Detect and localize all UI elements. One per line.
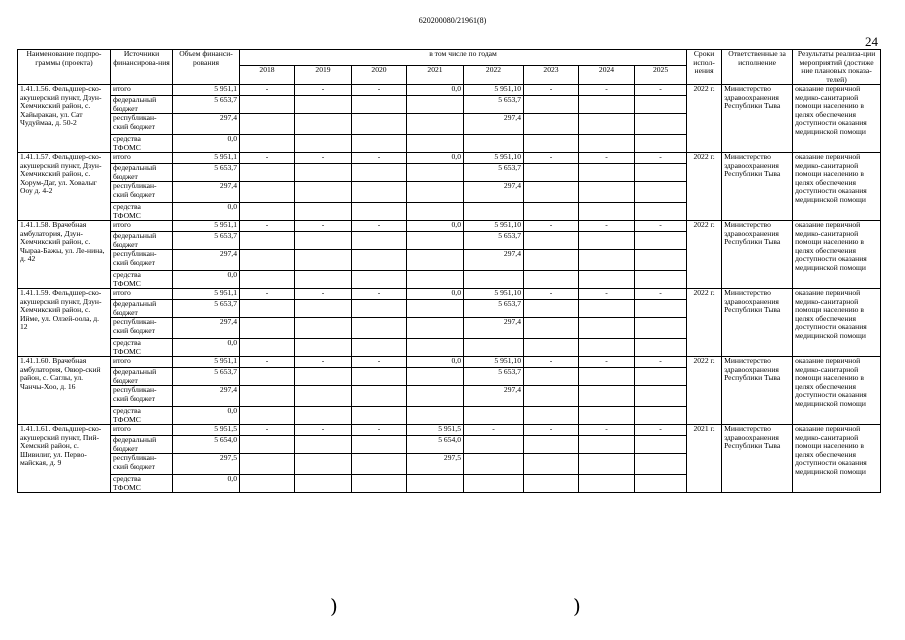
year-value-cell (407, 232, 464, 250)
year-value-cell: - (352, 153, 407, 164)
year-value-cell (240, 300, 295, 318)
year-value-cell (407, 96, 464, 114)
year-value-cell (407, 339, 464, 357)
year-value-cell (524, 436, 579, 454)
year-value-cell: - (579, 357, 635, 368)
year-value-cell (524, 203, 579, 221)
source-cell: средства ТФОМС (111, 407, 173, 425)
header-deadline: Сроки испол-нения (687, 50, 722, 85)
year-value-cell (464, 454, 524, 475)
year-value-cell (524, 232, 579, 250)
project-name-cell: 1.41.1.57. Фельдшер-ско-акушерский пункт, Дзун-Хемчикский район, с. Хорум-Даг, ул. Ховалыг Ооу д. 4-2 (18, 153, 111, 221)
year-value-cell (407, 271, 464, 289)
volume-cell: 0,0 (173, 135, 240, 153)
volume-cell: 297,4 (173, 182, 240, 203)
source-cell: средства ТФОМС (111, 475, 173, 493)
volume-cell: 5 654,0 (173, 436, 240, 454)
year-value-cell (407, 182, 464, 203)
page-number: 24 (865, 34, 878, 49)
year-value-cell (579, 475, 635, 493)
year-value-cell: 297,4 (464, 318, 524, 339)
year-value-cell: - (524, 85, 579, 96)
year-value-cell: - (635, 153, 687, 164)
source-cell: итого (111, 153, 173, 164)
volume-cell: 5 951,1 (173, 289, 240, 300)
year-value-cell (407, 368, 464, 386)
volume-cell: 0,0 (173, 271, 240, 289)
volume-cell: 5 653,7 (173, 232, 240, 250)
year-value-cell (240, 271, 295, 289)
year-value-cell (240, 250, 295, 271)
project-name-cell: 1.41.1.59. Фельдшер-ско-акушерский пункт, Дзун-Хемчикский район, с. Ийме, ул. Олзей-оола, д. 12 (18, 289, 111, 357)
year-value-cell (352, 454, 407, 475)
year-value-cell: 297,4 (464, 386, 524, 407)
year-value-cell: 5 653,7 (464, 96, 524, 114)
source-cell: итого (111, 425, 173, 436)
year-value-cell (524, 475, 579, 493)
volume-cell: 0,0 (173, 339, 240, 357)
year-value-cell (295, 454, 352, 475)
year-value-cell: - (635, 221, 687, 232)
volume-cell: 5 653,7 (173, 164, 240, 182)
year-value-cell: - (295, 153, 352, 164)
table-row (18, 221, 881, 232)
table-row (18, 425, 881, 436)
year-value-cell: - (524, 425, 579, 436)
year-value-cell (635, 182, 687, 203)
year-value-cell (524, 300, 579, 318)
volume-cell: 297,4 (173, 250, 240, 271)
year-value-cell (635, 454, 687, 475)
year-value-cell (352, 203, 407, 221)
year-value-cell (579, 454, 635, 475)
source-cell: федеральный бюджет (111, 368, 173, 386)
responsible-cell: Министерство здравоохранения Республики Тыва (722, 289, 793, 357)
volume-cell: 0,0 (173, 407, 240, 425)
source-cell: федеральный бюджет (111, 232, 173, 250)
year-value-cell (579, 250, 635, 271)
year-value-cell (295, 271, 352, 289)
year-value-cell (579, 368, 635, 386)
volume-cell: 5 951,1 (173, 357, 240, 368)
year-value-cell (635, 475, 687, 493)
year-value-cell: - (352, 85, 407, 96)
year-value-cell (240, 407, 295, 425)
year-value-cell (407, 475, 464, 493)
year-value-cell (295, 407, 352, 425)
header-name: Наименование подпро-граммы (проекта) (18, 50, 111, 85)
year-value-cell (295, 203, 352, 221)
year-value-cell (579, 135, 635, 153)
year-value-cell (579, 164, 635, 182)
result-cell: оказание первичной медико-санитарной помощи населению в целях обеспечения доступности оказания медицинской помощи (793, 425, 881, 493)
year-value-cell (352, 386, 407, 407)
year-value-cell: - (524, 221, 579, 232)
year-value-cell: 5 653,7 (464, 368, 524, 386)
volume-cell: 297,5 (173, 454, 240, 475)
year-value-cell (579, 114, 635, 135)
header-year: 2024 (579, 66, 635, 85)
volume-cell: 0,0 (173, 203, 240, 221)
year-value-cell: - (295, 85, 352, 96)
year-value-cell (464, 203, 524, 221)
source-cell: республикан-ский бюджет (111, 182, 173, 203)
year-value-cell: - (295, 425, 352, 436)
year-value-cell: 5 951,5 (407, 425, 464, 436)
table-row (18, 357, 881, 368)
year-value-cell: 5 653,7 (464, 300, 524, 318)
year-value-cell (295, 232, 352, 250)
year-value-cell (352, 96, 407, 114)
year-value-cell (240, 436, 295, 454)
table-row (18, 289, 881, 300)
volume-cell: 5 653,7 (173, 96, 240, 114)
volume-cell: 5 951,1 (173, 153, 240, 164)
year-value-cell (352, 250, 407, 271)
year-value-cell (579, 182, 635, 203)
year-value-cell: - (524, 153, 579, 164)
year-value-cell (635, 135, 687, 153)
year-value-cell: - (352, 221, 407, 232)
source-cell: итого (111, 357, 173, 368)
source-cell: средства ТФОМС (111, 339, 173, 357)
financing-table (17, 49, 881, 493)
year-value-cell (240, 339, 295, 357)
year-value-cell (295, 318, 352, 339)
year-value-cell (352, 114, 407, 135)
year-value-cell: 0,0 (407, 153, 464, 164)
header-by-years: в том числе по годам (240, 50, 687, 66)
source-cell: средства ТФОМС (111, 203, 173, 221)
year-value-cell (579, 271, 635, 289)
year-value-cell (295, 368, 352, 386)
year-value-cell (635, 271, 687, 289)
year-value-cell (464, 407, 524, 425)
document-id: 620200080/21961(8) (418, 16, 487, 25)
year-value-cell (295, 300, 352, 318)
year-value-cell (579, 407, 635, 425)
year-value-cell: - (352, 425, 407, 436)
source-cell: итого (111, 85, 173, 96)
year-value-cell (240, 368, 295, 386)
year-value-cell (240, 96, 295, 114)
year-value-cell (635, 386, 687, 407)
year-value-cell: 5 951,10 (464, 85, 524, 96)
header-sources: Источники финансирова-ния (111, 50, 173, 85)
year-value-cell: - (240, 153, 295, 164)
year-value-cell (579, 300, 635, 318)
year-value-cell: - (524, 357, 579, 368)
header-year: 2019 (295, 66, 352, 85)
source-cell: республикан-ский бюджет (111, 114, 173, 135)
year-value-cell (295, 436, 352, 454)
year-value-cell (524, 368, 579, 386)
year-value-cell (635, 300, 687, 318)
project-name-cell: 1.41.1.61. Фельдшер-ско-акушерский пункт, Пий-Хемский район, с. Шивилиг, ул. Перво-майская, д. 9 (18, 425, 111, 493)
year-value-cell (352, 339, 407, 357)
year-value-cell (407, 386, 464, 407)
result-cell: оказание первичной медико-санитарной помощи населению в целях обеспечения доступности оказания медицинской помощи (793, 153, 881, 221)
year-value-cell: - (295, 221, 352, 232)
year-value-cell (635, 96, 687, 114)
year-value-cell (579, 318, 635, 339)
year-value-cell: - (635, 425, 687, 436)
year-value-cell (295, 96, 352, 114)
year-value-cell (579, 339, 635, 357)
source-cell: федеральный бюджет (111, 436, 173, 454)
year-value-cell: 5 653,7 (464, 164, 524, 182)
responsible-cell: Министерство здравоохранения Республики Тыва (722, 153, 793, 221)
year-value-cell: 5 951,10 (464, 289, 524, 300)
year-value-cell: - (579, 153, 635, 164)
deadline-cell: 2022 г. (687, 289, 722, 357)
year-value-cell (635, 250, 687, 271)
year-value-cell (579, 96, 635, 114)
year-value-cell (352, 164, 407, 182)
year-value-cell (524, 271, 579, 289)
year-value-cell (407, 135, 464, 153)
year-value-cell (407, 250, 464, 271)
project-name-cell: 1.41.1.56. Фельдшер-ско-акушерский пункт, Дзун-Хемчикский район, с. Хайыракан, ул. Сат Чудуймаа, д. 50-2 (18, 85, 111, 153)
year-value-cell: - (579, 85, 635, 96)
deadline-cell: 2022 г. (687, 153, 722, 221)
year-value-cell (352, 407, 407, 425)
year-value-cell: - (295, 289, 352, 300)
project-name-cell: 1.41.1.58. Врачебная амбулатория, Дзун-Хемчикский район, с. Чыраа-Бажы, ул. Ле-нина, д. 42 (18, 221, 111, 289)
source-cell: республикан-ский бюджет (111, 250, 173, 271)
year-value-cell (635, 339, 687, 357)
source-cell: итого (111, 221, 173, 232)
result-cell: оказание первичной медико-санитарной помощи населению в целях обеспечения доступности оказания медицинской помощи (793, 289, 881, 357)
volume-cell: 5 653,7 (173, 300, 240, 318)
deadline-cell: 2022 г. (687, 85, 722, 153)
year-value-cell: 5 951,10 (464, 153, 524, 164)
year-value-cell (464, 135, 524, 153)
year-value-cell (524, 96, 579, 114)
year-value-cell: 0,0 (407, 85, 464, 96)
year-value-cell (524, 114, 579, 135)
year-value-cell (635, 164, 687, 182)
responsible-cell: Министерство здравоохранения Республики Тыва (722, 85, 793, 153)
source-cell: федеральный бюджет (111, 300, 173, 318)
year-value-cell (635, 318, 687, 339)
source-cell: федеральный бюджет (111, 96, 173, 114)
source-cell: средства ТФОМС (111, 271, 173, 289)
year-value-cell (352, 182, 407, 203)
year-value-cell (240, 475, 295, 493)
year-value-cell: - (240, 221, 295, 232)
source-cell: республикан-ский бюджет (111, 386, 173, 407)
year-value-cell: 297,4 (464, 182, 524, 203)
header-year: 2025 (635, 66, 687, 85)
year-value-cell (464, 436, 524, 454)
year-value-cell: - (579, 289, 635, 300)
table-body (18, 85, 881, 493)
year-value-cell (407, 318, 464, 339)
year-value-cell (524, 454, 579, 475)
source-cell: республикан-ский бюджет (111, 454, 173, 475)
deadline-cell: 2022 г. (687, 221, 722, 289)
year-value-cell: - (352, 289, 407, 300)
header-volume: Объем финанси-рования (173, 50, 240, 85)
year-value-cell (579, 203, 635, 221)
year-value-cell (352, 475, 407, 493)
table-row (18, 153, 881, 164)
year-value-cell (524, 135, 579, 153)
year-value-cell (295, 164, 352, 182)
responsible-cell: Министерство здравоохранения Республики Тыва (722, 357, 793, 425)
year-value-cell (295, 114, 352, 135)
header-year: 2018 (240, 66, 295, 85)
year-value-cell: - (295, 357, 352, 368)
year-value-cell (464, 475, 524, 493)
source-cell: республикан-ский бюджет (111, 318, 173, 339)
header-year: 2023 (524, 66, 579, 85)
year-value-cell (524, 250, 579, 271)
volume-cell: 297,4 (173, 318, 240, 339)
year-value-cell (295, 250, 352, 271)
year-value-cell: - (464, 425, 524, 436)
year-value-cell (352, 368, 407, 386)
year-value-cell: 5 951,10 (464, 357, 524, 368)
year-value-cell (407, 114, 464, 135)
year-value-cell (352, 300, 407, 318)
year-value-cell: 0,0 (407, 289, 464, 300)
year-value-cell (295, 182, 352, 203)
year-value-cell: - (579, 221, 635, 232)
year-value-cell (464, 339, 524, 357)
year-value-cell: - (240, 425, 295, 436)
volume-cell: 5 951,1 (173, 221, 240, 232)
year-value-cell: 5 654,0 (407, 436, 464, 454)
deadline-cell: 2022 г. (687, 357, 722, 425)
year-value-cell (407, 300, 464, 318)
volume-cell: 5 653,7 (173, 368, 240, 386)
year-value-cell: - (524, 289, 579, 300)
year-value-cell (407, 164, 464, 182)
header-results: Результаты реализа-ции мероприятий (достиже ние плановых показа-телей) (793, 50, 881, 85)
year-value-cell (352, 232, 407, 250)
year-value-cell (635, 368, 687, 386)
year-value-cell (352, 271, 407, 289)
year-value-cell: 0,0 (407, 221, 464, 232)
result-cell: оказание первичной медико-санитарной помощи населению в целях обеспечения доступности оказания медицинской помощи (793, 357, 881, 425)
year-value-cell: - (635, 289, 687, 300)
source-cell: федеральный бюджет (111, 164, 173, 182)
year-value-cell: - (352, 357, 407, 368)
result-cell: оказание первичной медико-санитарной помощи населению в целях обеспечения доступности оказания медицинской помощи (793, 85, 881, 153)
source-cell: средства ТФОМС (111, 135, 173, 153)
year-value-cell: 297,4 (464, 250, 524, 271)
year-value-cell (352, 318, 407, 339)
footer-mark: ) (573, 594, 581, 618)
volume-cell: 5 951,1 (173, 85, 240, 96)
year-value-cell (240, 114, 295, 135)
year-value-cell (295, 386, 352, 407)
result-cell: оказание первичной медико-санитарной помощи населению в целях обеспечения доступности оказания медицинской помощи (793, 221, 881, 289)
header-responsible: Ответственные за исполнение (722, 50, 793, 85)
volume-cell: 297,4 (173, 114, 240, 135)
year-value-cell (240, 203, 295, 221)
year-value-cell (295, 135, 352, 153)
year-value-cell (352, 436, 407, 454)
header-year: 2020 (352, 66, 407, 85)
year-value-cell (524, 318, 579, 339)
year-value-cell (635, 436, 687, 454)
year-value-cell: - (240, 289, 295, 300)
volume-cell: 297,4 (173, 386, 240, 407)
year-value-cell (240, 135, 295, 153)
volume-cell: 5 951,5 (173, 425, 240, 436)
year-value-cell (524, 339, 579, 357)
year-value-cell (524, 182, 579, 203)
year-value-cell (240, 232, 295, 250)
year-value-cell (240, 386, 295, 407)
table-row (18, 85, 881, 96)
year-value-cell: 297,4 (464, 114, 524, 135)
responsible-cell: Министерство здравоохранения Республики Тыва (722, 221, 793, 289)
year-value-cell (579, 232, 635, 250)
year-value-cell: 5 653,7 (464, 232, 524, 250)
year-value-cell (240, 182, 295, 203)
year-value-cell (240, 318, 295, 339)
year-value-cell: - (240, 357, 295, 368)
year-value-cell (464, 271, 524, 289)
volume-cell: 0,0 (173, 475, 240, 493)
year-value-cell (635, 114, 687, 135)
year-value-cell (524, 386, 579, 407)
year-value-cell (295, 339, 352, 357)
year-value-cell (635, 232, 687, 250)
year-value-cell (295, 475, 352, 493)
year-value-cell (579, 436, 635, 454)
year-value-cell (240, 164, 295, 182)
source-cell: итого (111, 289, 173, 300)
responsible-cell: Министерство здравоохранения Республики Тыва (722, 425, 793, 493)
year-value-cell: - (579, 425, 635, 436)
year-value-cell (635, 203, 687, 221)
header-year: 2022 (464, 66, 524, 85)
year-value-cell (407, 407, 464, 425)
footer-mark: ) (330, 594, 338, 618)
year-value-cell (407, 203, 464, 221)
year-value-cell (352, 135, 407, 153)
header-year: 2021 (407, 66, 464, 85)
year-value-cell (240, 454, 295, 475)
year-value-cell: - (635, 357, 687, 368)
year-value-cell: 0,0 (407, 357, 464, 368)
year-value-cell (579, 386, 635, 407)
year-value-cell: 297,5 (407, 454, 464, 475)
year-value-cell (524, 164, 579, 182)
year-value-cell: - (635, 85, 687, 96)
year-value-cell (524, 407, 579, 425)
year-value-cell: 5 951,10 (464, 221, 524, 232)
year-value-cell (635, 407, 687, 425)
deadline-cell: 2021 г. (687, 425, 722, 493)
project-name-cell: 1.41.1.60. Врачебная амбулатория, Овюр-ский район, с. Саглы, ул. Чанчы-Хоо, д. 16 (18, 357, 111, 425)
year-value-cell: - (240, 85, 295, 96)
